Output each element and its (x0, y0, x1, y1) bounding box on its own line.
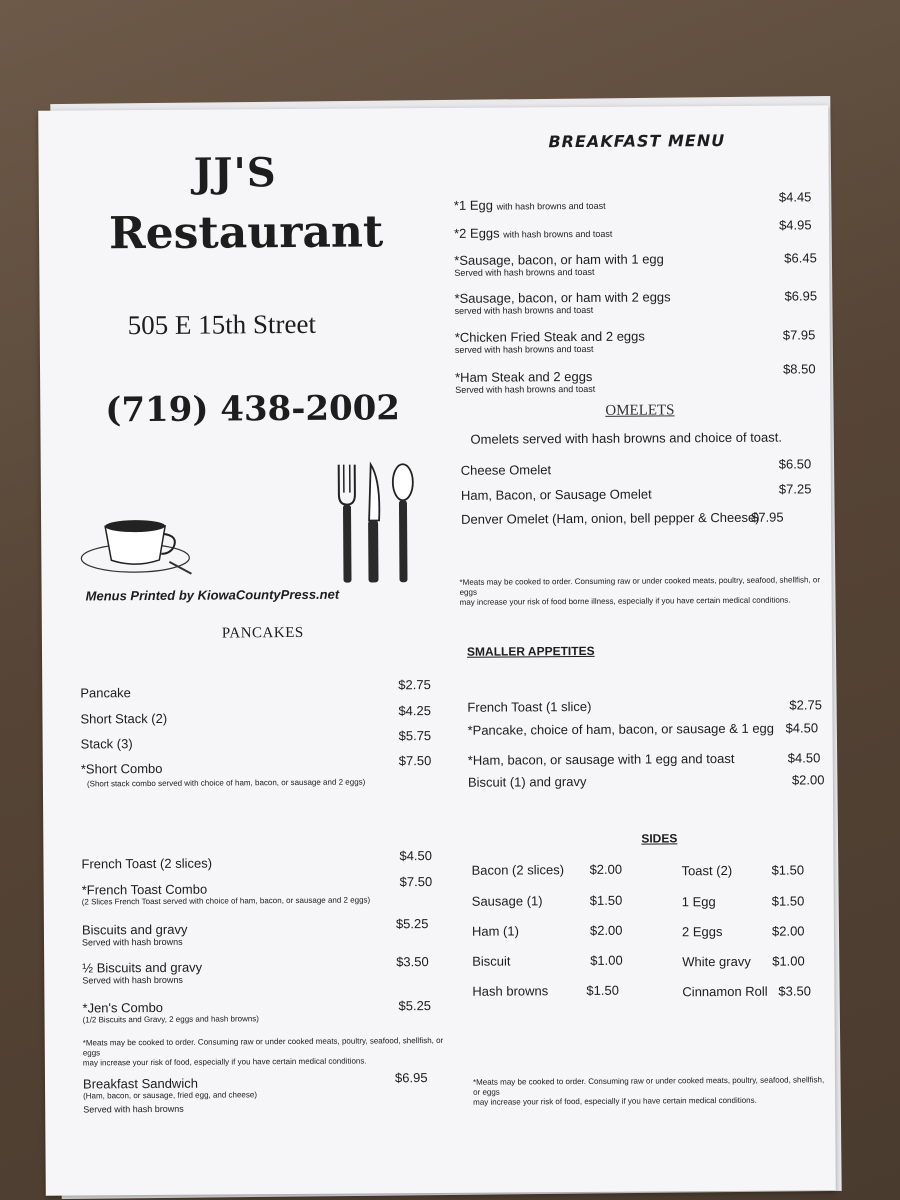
list-item: *Jen's Combo (1/2 Biscuits and Gravy, 2 eggs and hash browns) $5.25 (82, 998, 432, 1025)
list-item: *Chicken Fried Steak and 2 eggs served with hash browns and toast $7.95 (454, 327, 816, 355)
spoon-icon (393, 464, 414, 582)
list-item: *Ham, bacon, or sausage with 1 egg and toast $4.50 (467, 750, 821, 768)
list-item: Pancake $2.75 (80, 677, 431, 701)
knife-icon (368, 464, 380, 582)
side-item: Bacon (2 slices) $2.00 (471, 861, 623, 878)
restaurant-address: 505 E 15th Street (127, 308, 317, 341)
side-item: Hash browns $1.50 (472, 982, 619, 999)
omelets-note: Omelets served with hash browns and choice of toast. (470, 429, 783, 447)
omelets-title: OMELETS (605, 402, 675, 419)
side-item: White gravy $1.00 (682, 953, 805, 970)
list-item: *French Toast Combo (2 Slices French Toast served with choice of ham, bacon, or sausage and 2 eggs) $7.50 (81, 874, 433, 907)
menu-sheet (38, 105, 836, 1195)
side-item: Ham (1) $2.00 (471, 922, 623, 939)
side-item: Toast (2) $1.50 (681, 862, 805, 879)
pancakes-title: PANCAKES (221, 624, 304, 642)
list-item: Ham, Bacon, or Sausage Omelet $7.25 (460, 481, 812, 503)
list-item: Breakfast Sandwich (Ham, bacon, or sausage, fried egg, and cheese) Served with hash browns $6.95 (82, 1070, 428, 1115)
side-item: 1 Egg $1.50 (681, 893, 805, 910)
list-item: Short Stack (2) $4.25 (80, 703, 432, 727)
list-item: *Sausage, bacon, or ham with 2 eggs served with hash browns and toast $6.95 (454, 288, 818, 316)
allergy-warning-left: *Meats may be cooked to order. Consuming raw or under cooked meats, poultry, seafood, shellfish, or eggs may increase your risk of food, especially if you have certain medical conditions. (82, 1035, 444, 1068)
list-item: French Toast (2 slices) $4.50 (81, 848, 433, 872)
list-item: ½ Biscuits and gravy Served with hash browns $3.50 (82, 954, 429, 986)
list-item: *1 Egg with hash browns and toast $4.45 (453, 189, 812, 213)
side-item: 2 Eggs $2.00 (681, 923, 805, 940)
list-item: *2 Eggs with hash browns and toast $4.95 (454, 217, 812, 241)
list-item: Biscuit (1) and gravy $2.00 (467, 772, 825, 790)
printer-credit: Menus Printed by KiowaCountyPress.net (85, 586, 340, 604)
list-item: Stack (3) $5.75 (80, 728, 432, 752)
restaurant-phone: (719) 438-2002 (105, 388, 401, 431)
side-item: Sausage (1) $1.50 (471, 892, 623, 909)
list-item: *Short Combo (Short stack combo served with choice of ham, bacon, or sausage and 2 eggs) $7.50 (80, 753, 432, 789)
list-item: Biscuits and gravy Served with hash browns $5.25 (81, 916, 429, 948)
list-item: French Toast (1 slice) $2.75 (467, 697, 822, 715)
sides-title: SIDES (641, 831, 678, 846)
list-item: *Sausage, bacon, or ham with 1 egg Served with hash browns and toast $6.45 (454, 250, 817, 278)
restaurant-name-line1: JJ'S (193, 149, 277, 197)
smaller-appetites-title: SMALLER APPETITES (466, 643, 595, 659)
coffee-cup-icon (77, 508, 197, 579)
list-item: *Pancake, choice of ham, bacon, or sausage & 1 egg $4.50 (467, 720, 819, 738)
list-item: Denver Omelet (Ham, onion, bell pepper & Cheese) $7.95 (461, 509, 784, 527)
list-item: *Ham Steak and 2 eggs Served with hash browns and toast $8.50 (455, 361, 816, 395)
allergy-warning-bottom: *Meats may be cooked to order. Consuming raw or under cooked meats, poultry, seafood, shellfish, or eggs may increase your risk of food, especially if you have certain medical conditions. (472, 1075, 825, 1107)
restaurant-name-line2: Restaurant (108, 206, 384, 260)
list-item: Cheese Omelet $6.50 (460, 456, 812, 478)
fork-icon (339, 465, 356, 583)
menu-title: BREAKFAST MENU (548, 130, 726, 152)
cutlery-icon (331, 460, 422, 589)
side-item: Biscuit $1.00 (472, 952, 623, 969)
allergy-warning: *Meats may be cooked to order. Consuming raw or under cooked meats, poultry, seafood, shellfish, or eggs may increase your risk of food borne illness, especially if you have certain medical conditions. (459, 575, 821, 607)
side-item: Cinnamon Roll $3.50 (682, 983, 811, 1000)
